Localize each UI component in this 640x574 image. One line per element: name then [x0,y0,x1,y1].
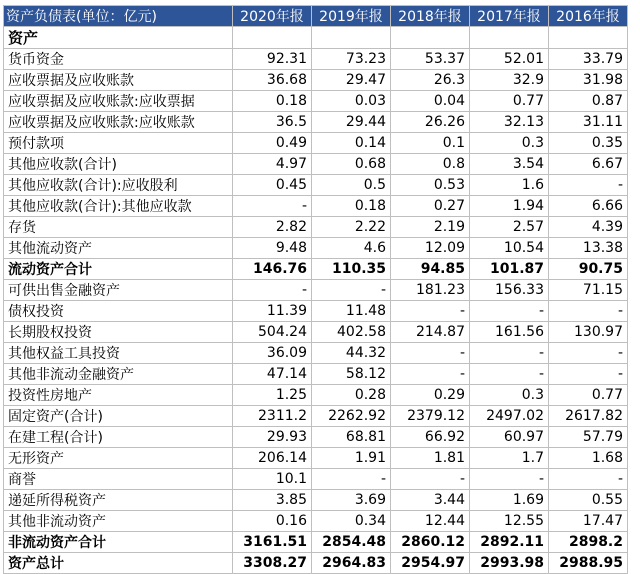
value-cell: 3308.27 [233,553,312,574]
value-cell: 2898.2 [549,532,628,553]
table-row [4,532,628,553]
table-row [4,27,628,49]
value-cell: - [549,343,628,364]
value-cell: 71.15 [549,280,628,301]
value-cell: 4.97 [233,154,312,175]
value-cell: - [391,343,470,364]
value-cell: 0.14 [312,133,391,154]
value-cell: 32.13 [470,112,549,133]
value-cell: 0.68 [312,154,391,175]
value-cell: 1.81 [391,448,470,469]
value-cell: - [549,301,628,322]
table-row [4,133,628,154]
value-cell: 73.23 [312,49,391,70]
value-cell [312,27,391,49]
value-cell: 0.1 [391,133,470,154]
table-row [4,280,628,301]
table-row [4,322,628,343]
value-cell: 68.81 [312,427,391,448]
value-cell [233,27,312,49]
value-cell: 2860.12 [391,532,470,553]
table-row [4,469,628,490]
row-label: 其他流动资产 [4,238,233,259]
table-row [4,238,628,259]
table-row [4,175,628,196]
value-cell: - [312,280,391,301]
row-label: 流动资产合计 [4,259,233,280]
table-row [4,448,628,469]
row-label: 其他应收款(合计):应收股利 [4,175,233,196]
value-cell: - [470,301,549,322]
value-cell: 2988.95 [549,553,628,574]
value-cell: 3161.51 [233,532,312,553]
row-label: 在建工程(合计) [4,427,233,448]
row-label: 货币资金 [4,49,233,70]
table-row [4,385,628,406]
value-cell: 17.47 [549,511,628,532]
value-cell: 60.97 [470,427,549,448]
row-label: 预付款项 [4,133,233,154]
value-cell: 0.16 [233,511,312,532]
row-label: 固定资产(合计) [4,406,233,427]
year-header: 2020年报 [233,6,312,27]
row-label: 其他应收款(合计):其他应收款 [4,196,233,217]
year-header: 2019年报 [312,6,391,27]
value-cell: 52.01 [470,49,549,70]
value-cell: 66.92 [391,427,470,448]
value-cell: 12.09 [391,238,470,259]
value-cell: 156.33 [470,280,549,301]
value-cell: 29.93 [233,427,312,448]
value-cell: 0.29 [391,385,470,406]
value-cell: 3.44 [391,490,470,511]
value-cell: 0.03 [312,91,391,112]
value-cell: 33.79 [549,49,628,70]
table-row [4,343,628,364]
value-cell: 9.48 [233,238,312,259]
value-cell: 94.85 [391,259,470,280]
value-cell: - [549,175,628,196]
value-cell: - [549,469,628,490]
value-cell: 130.97 [549,322,628,343]
value-cell: 2854.48 [312,532,391,553]
table-row [4,301,628,322]
value-cell: 0.49 [233,133,312,154]
value-cell: 3.69 [312,490,391,511]
value-cell: 0.04 [391,91,470,112]
row-label: 投资性房地产 [4,385,233,406]
value-cell: 36.68 [233,70,312,91]
value-cell: 0.8 [391,154,470,175]
year-header: 2017年报 [470,6,549,27]
table-row [4,217,628,238]
value-cell: 161.56 [470,322,549,343]
value-cell: 4.39 [549,217,628,238]
table-row [4,553,628,574]
row-label: 应收票据及应收账款:应收票据 [4,91,233,112]
value-cell: 0.77 [470,91,549,112]
value-cell: 1.91 [312,448,391,469]
value-cell: 12.44 [391,511,470,532]
value-cell: 11.48 [312,301,391,322]
value-cell: - [312,469,391,490]
row-label: 应收票据及应收账款:应收账款 [4,112,233,133]
value-cell: 2617.82 [549,406,628,427]
value-cell: - [233,280,312,301]
value-cell: 12.55 [470,511,549,532]
value-cell: 6.67 [549,154,628,175]
value-cell: - [391,469,470,490]
value-cell: 44.32 [312,343,391,364]
value-cell: 26.26 [391,112,470,133]
value-cell: 47.14 [233,364,312,385]
value-cell: 1.6 [470,175,549,196]
table-row [4,196,628,217]
table-row [4,427,628,448]
row-label: 商誉 [4,469,233,490]
value-cell: 0.18 [233,91,312,112]
value-cell: - [470,469,549,490]
value-cell [549,27,628,49]
value-cell: - [549,364,628,385]
row-label: 资产总计 [4,553,233,574]
value-cell: 58.12 [312,364,391,385]
value-cell: 1.94 [470,196,549,217]
table-row [4,112,628,133]
value-cell: 2311.2 [233,406,312,427]
value-cell: 32.9 [470,70,549,91]
value-cell: - [391,364,470,385]
row-label: 其他应收款(合计) [4,154,233,175]
balance-sheet-table [3,5,628,574]
table-row [4,511,628,532]
row-label: 可供出售金融资产 [4,280,233,301]
value-cell: 57.79 [549,427,628,448]
value-cell: 29.44 [312,112,391,133]
value-cell: 181.23 [391,280,470,301]
value-cell: 0.34 [312,511,391,532]
row-label: 应收票据及应收账款 [4,70,233,91]
row-label: 其他非流动资产 [4,511,233,532]
value-cell: 53.37 [391,49,470,70]
value-cell: - [233,196,312,217]
table-title: 资产负债表(单位：亿元) [4,6,233,27]
value-cell: 2379.12 [391,406,470,427]
value-cell: 2993.98 [470,553,549,574]
year-header: 2018年报 [391,6,470,27]
value-cell: 0.53 [391,175,470,196]
value-cell: 26.3 [391,70,470,91]
table-row [4,406,628,427]
value-cell: 6.66 [549,196,628,217]
table-row [4,70,628,91]
value-cell [470,27,549,49]
value-cell [391,27,470,49]
value-cell: 0.27 [391,196,470,217]
header-row [4,6,628,27]
value-cell: 2892.11 [470,532,549,553]
table-row [4,49,628,70]
value-cell: 1.25 [233,385,312,406]
value-cell: 31.11 [549,112,628,133]
value-cell: 2262.92 [312,406,391,427]
value-cell: 214.87 [391,322,470,343]
table-row [4,490,628,511]
year-header: 2016年报 [549,6,628,27]
value-cell: 0.55 [549,490,628,511]
value-cell: 10.54 [470,238,549,259]
value-cell: 504.24 [233,322,312,343]
value-cell: 0.28 [312,385,391,406]
value-cell: 0.87 [549,91,628,112]
value-cell: 36.5 [233,112,312,133]
value-cell: 0.77 [549,385,628,406]
value-cell: 3.85 [233,490,312,511]
value-cell: 206.14 [233,448,312,469]
row-label: 存货 [4,217,233,238]
row-label: 无形资产 [4,448,233,469]
value-cell: 402.58 [312,322,391,343]
value-cell: 2.19 [391,217,470,238]
value-cell: 0.3 [470,385,549,406]
value-cell: 2.22 [312,217,391,238]
value-cell: 1.7 [470,448,549,469]
value-cell: 90.75 [549,259,628,280]
value-cell: 4.6 [312,238,391,259]
row-label: 其他非流动金融资产 [4,364,233,385]
value-cell: 0.45 [233,175,312,196]
value-cell: - [391,301,470,322]
table-row [4,259,628,280]
value-cell: 0.5 [312,175,391,196]
value-cell: 29.47 [312,70,391,91]
value-cell: 2954.97 [391,553,470,574]
value-cell: 0.18 [312,196,391,217]
value-cell: 3.54 [470,154,549,175]
value-cell: 92.31 [233,49,312,70]
value-cell: 31.98 [549,70,628,91]
value-cell: 146.76 [233,259,312,280]
value-cell: 1.69 [470,490,549,511]
value-cell: 10.1 [233,469,312,490]
value-cell: 1.68 [549,448,628,469]
table-row [4,364,628,385]
value-cell: 0.3 [470,133,549,154]
value-cell: 2497.02 [470,406,549,427]
value-cell: 13.38 [549,238,628,259]
value-cell: 11.39 [233,301,312,322]
row-label: 债权投资 [4,301,233,322]
value-cell: 0.35 [549,133,628,154]
row-label: 非流动资产合计 [4,532,233,553]
row-label: 递延所得税资产 [4,490,233,511]
row-label: 资产 [4,27,233,49]
table-row [4,154,628,175]
value-cell: 101.87 [470,259,549,280]
value-cell: 2964.83 [312,553,391,574]
value-cell: 2.82 [233,217,312,238]
value-cell: 2.57 [470,217,549,238]
table-row [4,91,628,112]
value-cell: 36.09 [233,343,312,364]
value-cell: - [470,343,549,364]
value-cell: 110.35 [312,259,391,280]
row-label: 长期股权投资 [4,322,233,343]
row-label: 其他权益工具投资 [4,343,233,364]
value-cell: - [470,364,549,385]
